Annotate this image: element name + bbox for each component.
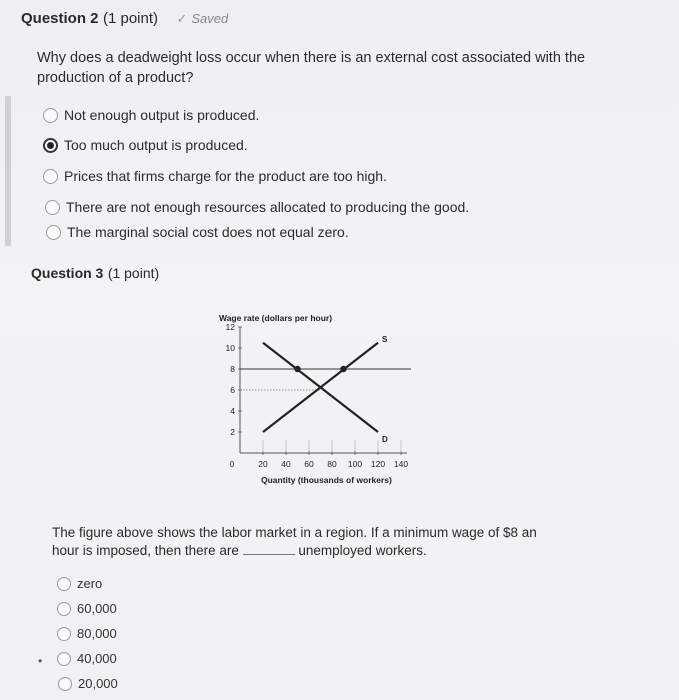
q2-option-3[interactable] xyxy=(43,168,387,184)
x-tick-label: 0 xyxy=(229,459,235,469)
radio-button[interactable] xyxy=(57,602,71,616)
x-tick-label: 60 xyxy=(304,459,314,469)
question3-points: (1 point) xyxy=(107,265,160,281)
body-text-before: The figure above shows the labor market in a region. If a minimum wage of $8 an hour is imposed, then there are xyxy=(52,525,537,558)
radio-button[interactable] xyxy=(58,677,72,691)
q3-option-5[interactable] xyxy=(58,676,118,691)
x-tick-label: 140 xyxy=(393,459,409,469)
q2-option-5[interactable] xyxy=(46,224,349,240)
option-label: Prices that firms charge for the product are too high. xyxy=(64,168,387,184)
y-tick-label: 4 xyxy=(230,406,235,416)
question3-header xyxy=(31,265,159,283)
curve-label-d: D xyxy=(382,435,388,444)
radio-button[interactable] xyxy=(43,169,58,184)
x-tick-label: 80 xyxy=(327,459,337,469)
question2-title: Question 2 xyxy=(21,10,99,27)
option-label: The marginal social cost does not equal zero. xyxy=(67,224,349,240)
question3-title: Question 3 xyxy=(31,265,104,281)
y-tick-label: 12 xyxy=(225,322,235,332)
question3-body xyxy=(52,524,552,560)
q2-option-2[interactable] xyxy=(43,137,248,153)
radio-button-selected[interactable] xyxy=(43,138,58,153)
option-label: Not enough output is produced. xyxy=(64,107,260,123)
option-label: zero xyxy=(77,576,103,591)
x-tick-label: 40 xyxy=(281,459,291,469)
radio-button[interactable] xyxy=(46,225,61,240)
q3-option-4[interactable] xyxy=(57,651,117,666)
q3-option-2[interactable] xyxy=(57,601,117,616)
radio-button[interactable] xyxy=(57,627,71,641)
y-axis-label: Wage rate (dollars per hour) xyxy=(219,313,333,323)
option-label: 60,000 xyxy=(77,601,117,616)
question2-header xyxy=(21,10,228,28)
x-tick-label: 120 xyxy=(370,459,386,469)
x-tick-label: 100 xyxy=(347,459,363,469)
x-axis-label: Quantity (thousands of workers) xyxy=(261,475,392,485)
radio-button[interactable] xyxy=(45,200,60,215)
x-tick-label: 20 xyxy=(258,459,268,469)
body-text-after: unemployed workers. xyxy=(298,543,427,558)
question2-prompt: Why does a deadweight loss occur when there is an external cost associated with the production of a product? xyxy=(37,50,586,86)
option-label: 40,000 xyxy=(77,651,117,666)
saved-status: ✓ Saved xyxy=(176,11,229,26)
curve-label-s: S xyxy=(382,334,388,344)
y-tick-label: 8 xyxy=(230,364,235,374)
bullet-dot: • xyxy=(38,654,43,668)
option-label: 20,000 xyxy=(78,676,118,691)
intersection-point xyxy=(340,366,346,372)
answer-blank xyxy=(243,542,295,555)
radio-button[interactable] xyxy=(43,108,58,123)
option-label: 80,000 xyxy=(77,626,117,641)
question2-points: (1 point) xyxy=(102,10,158,27)
question-accent-bar xyxy=(5,96,11,246)
intersection-point xyxy=(294,366,300,372)
y-tick-label: 2 xyxy=(230,427,235,437)
y-tick-label: 10 xyxy=(225,343,235,353)
radio-button[interactable] xyxy=(57,652,71,666)
q3-option-1[interactable] xyxy=(57,576,102,591)
radio-button[interactable] xyxy=(57,577,71,591)
check-icon: ✓ xyxy=(176,11,188,26)
q3-option-3[interactable] xyxy=(57,626,117,641)
y-tick-label: 6 xyxy=(230,385,235,395)
q2-option-4[interactable] xyxy=(45,199,469,215)
q2-option-1[interactable] xyxy=(43,107,259,123)
option-label: There are not enough resources allocated to producing the good. xyxy=(66,199,470,215)
labor-market-graph xyxy=(200,305,430,495)
option-label: Too much output is produced. xyxy=(64,137,248,153)
